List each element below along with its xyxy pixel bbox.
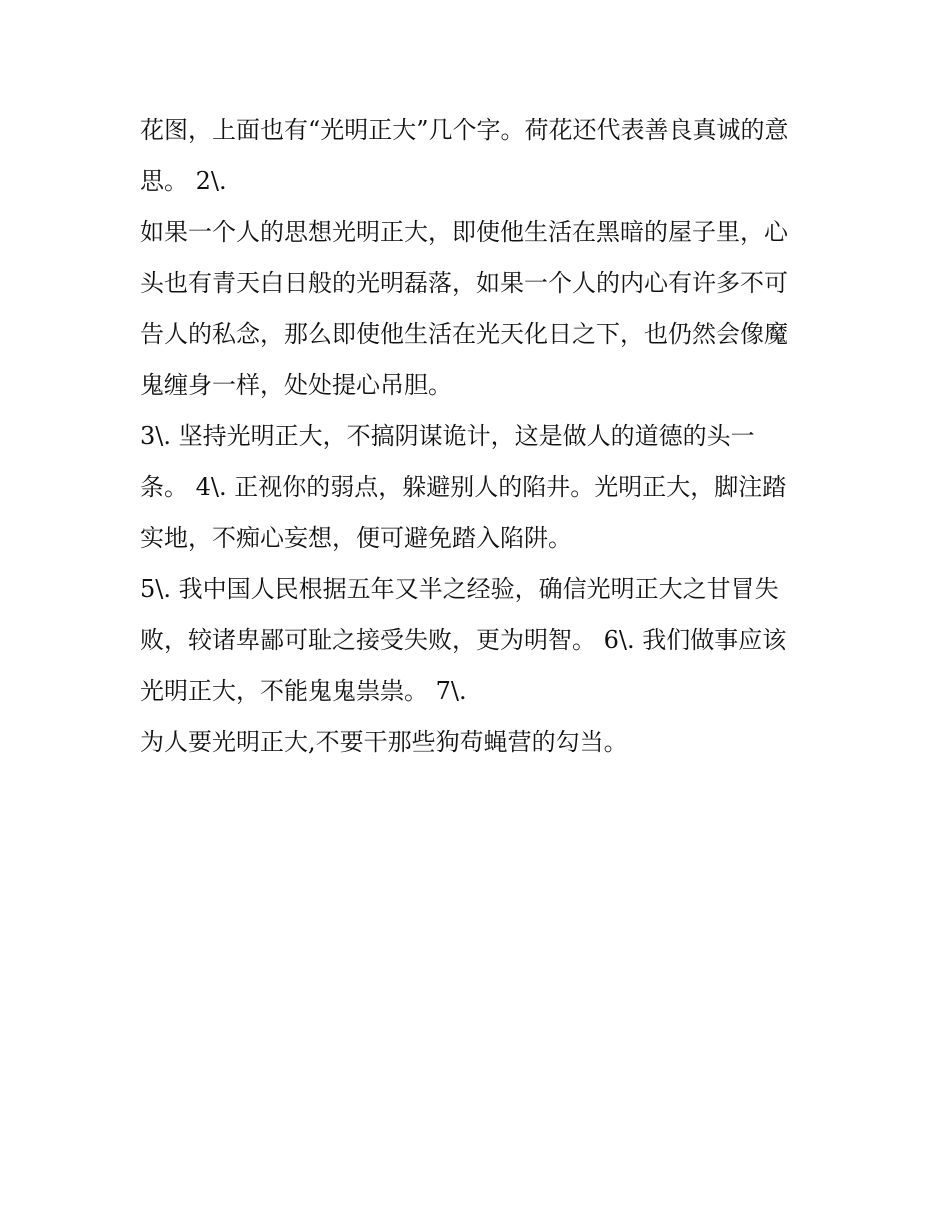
- text-line: 条。 4\. 正视你的弱点，躲避别人的陷井。光明正大，脚注踏: [140, 473, 787, 501]
- text-line: 花图，上面也有“光明正大”几个字。荷花还代表善良真诚的意: [140, 116, 789, 144]
- text-line: 败，较诸卑鄙可耻之接受失败，更为明智。 6\. 我们做事应该: [140, 626, 787, 654]
- document-body: [140, 105, 830, 768]
- text-line: 5\. 我中国人民根据五年又半之经验，确信光明正大之甘冒失: [140, 575, 779, 603]
- text-line: 为人要光明正大,不要干那些狗苟蝇营的勾当。: [140, 728, 628, 756]
- text-line: 如果一个人的思想光明正大，即使他生活在黑暗的屋子里，心: [140, 218, 788, 246]
- text-line: 实地，不痴心妄想，便可避免踏入陷阱。: [140, 524, 572, 552]
- text-line: 鬼缠身一样，处处提心吊胆。: [140, 371, 452, 399]
- text-line: 3\. 坚持光明正大，不搞阴谋诡计，这是做人的道德的头一: [140, 422, 755, 450]
- text-line: 头也有青天白日般的光明磊落，如果一个人的内心有许多不可: [140, 269, 788, 297]
- text-line: 光明正大，不能鬼鬼祟祟。 7\.: [140, 677, 467, 705]
- text-line: 思。 2\.: [140, 167, 227, 195]
- text-line: 告人的私念，那么即使他生活在光天化日之下，也仍然会像魔: [140, 320, 788, 348]
